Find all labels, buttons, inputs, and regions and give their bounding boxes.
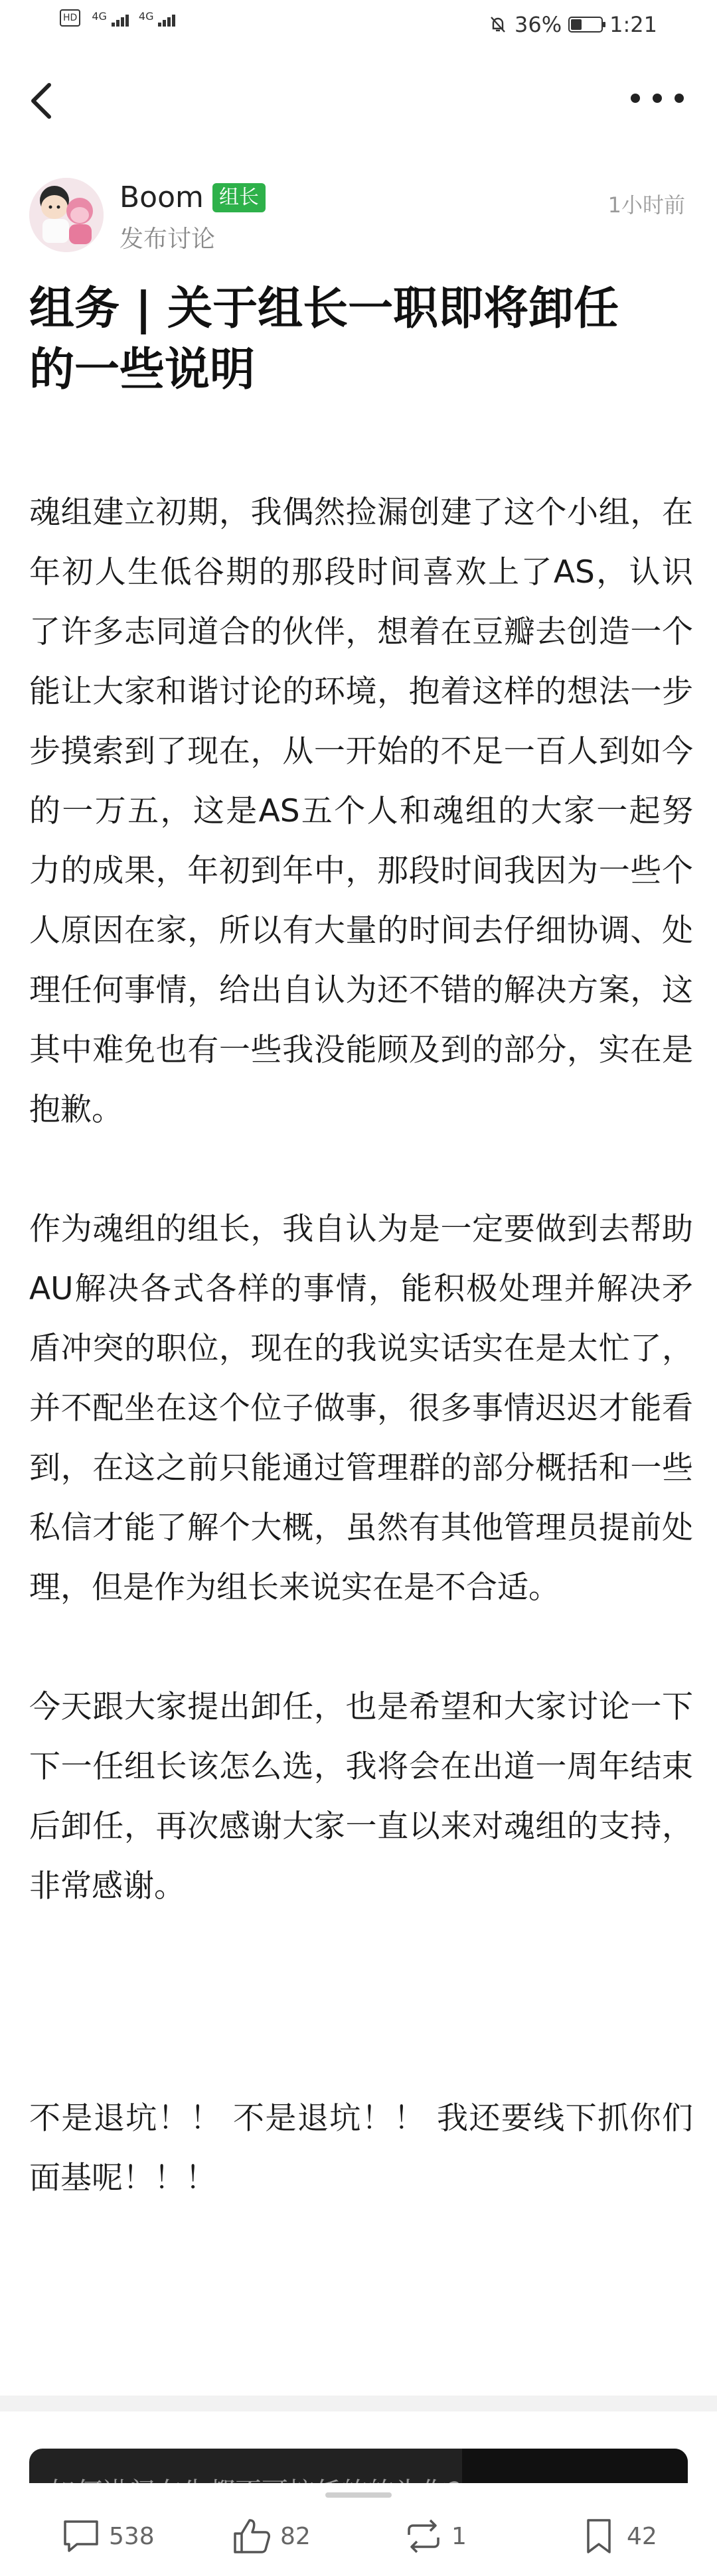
comment-icon	[60, 2516, 102, 2556]
collect-button[interactable]	[578, 2510, 657, 2563]
back-button[interactable]	[24, 77, 64, 123]
status-right	[488, 12, 657, 37]
signal-indicators	[60, 9, 177, 27]
battery-icon	[568, 17, 603, 33]
author-name[interactable]: Boom	[120, 180, 204, 214]
home-indicator	[325, 2492, 392, 2498]
comment-count: 538	[109, 2522, 155, 2550]
repost-button[interactable]	[402, 2510, 467, 2563]
more-button[interactable]	[631, 85, 684, 111]
paragraph-3: 今天跟大家提出卸任，也是希望和大家讨论一下下一任组长该怎么选，我将会在出道一周年结束后卸任，再次感谢大家一直以来对魂组的支持，非常感谢。	[29, 1689, 693, 1904]
author-row	[29, 178, 693, 257]
repost-count: 1	[451, 2522, 467, 2550]
post-time: 1小时前	[607, 192, 685, 218]
network-type-2: 4G	[138, 10, 154, 23]
paragraph-4: 不是退坑！！ 不是退坑！！ 我还要线下抓你们面基呢！！！	[29, 2100, 693, 2196]
collect-count: 42	[627, 2522, 657, 2550]
comment-button[interactable]	[60, 2510, 155, 2563]
signal-bars-icon-2	[158, 12, 177, 27]
avatar-illustration-icon	[29, 178, 104, 252]
clock: 1:21	[609, 12, 657, 37]
thumbs-up-icon	[231, 2516, 274, 2556]
more-dots-icon	[631, 94, 640, 103]
bookmark-icon	[578, 2516, 620, 2556]
battery-percent: 36%	[515, 12, 562, 37]
repost-icon	[402, 2516, 445, 2556]
author-action: 发布讨论	[120, 226, 216, 253]
role-badge: 组长	[212, 183, 266, 212]
mute-bell-icon	[488, 15, 508, 35]
like-button[interactable]	[231, 2510, 311, 2563]
bottom-action-bar	[0, 2483, 717, 2576]
paragraph-2: 作为魂组的组长，我自认为是一定要做到去帮助AU解决各式各样的事情，能积极处理并解决矛盾冲突的职位，现在的我说实话实在是太忙了，并不配坐在这个位子做事，很多事情迟迟才能看到，在这之前只能通过管理群的部分概括和一些私信才能了解个大概，虽然有其他管理员提前处理，但是作为组长来说实在是不合适。	[29, 1211, 693, 1606]
like-count: 82	[280, 2522, 311, 2550]
network-type-1: 4G	[92, 10, 107, 23]
paragraph-1: 魂组建立初期，我偶然捡漏创建了这个小组，在年初人生低谷期的那段时间喜欢上了AS，认识了许多志同道合的伙伴，想着在豆瓣去创造一个能让大家和谐讨论的环境，抱着这样的想法一步步摸索到了现在，从一开始的不足一百人到如今的一万五，这是AS五个人和魂组的大家一起努力的成果，年初到年中，那段时间我因为一些个人原因在家，所以有大量的时间去仔细协调、处理任何事情，给出自认为还不错的解决方案，这其中难免也有一些我没能顾及到的部分，实在是抱歉。	[29, 494, 693, 1128]
status-bar	[0, 0, 717, 53]
post-title	[29, 279, 693, 401]
section-divider	[0, 2396, 717, 2411]
post-title-line-2: 的一些说明	[29, 344, 256, 396]
signal-bars-icon	[112, 12, 130, 27]
avatar[interactable]	[29, 178, 104, 252]
chevron-left-icon	[24, 77, 64, 123]
post-title-line-1: 组务 | 关于组长一职即将卸任	[29, 283, 619, 335]
hd-label: HD	[60, 9, 80, 27]
post-body	[29, 483, 693, 2268]
top-nav	[0, 66, 717, 133]
